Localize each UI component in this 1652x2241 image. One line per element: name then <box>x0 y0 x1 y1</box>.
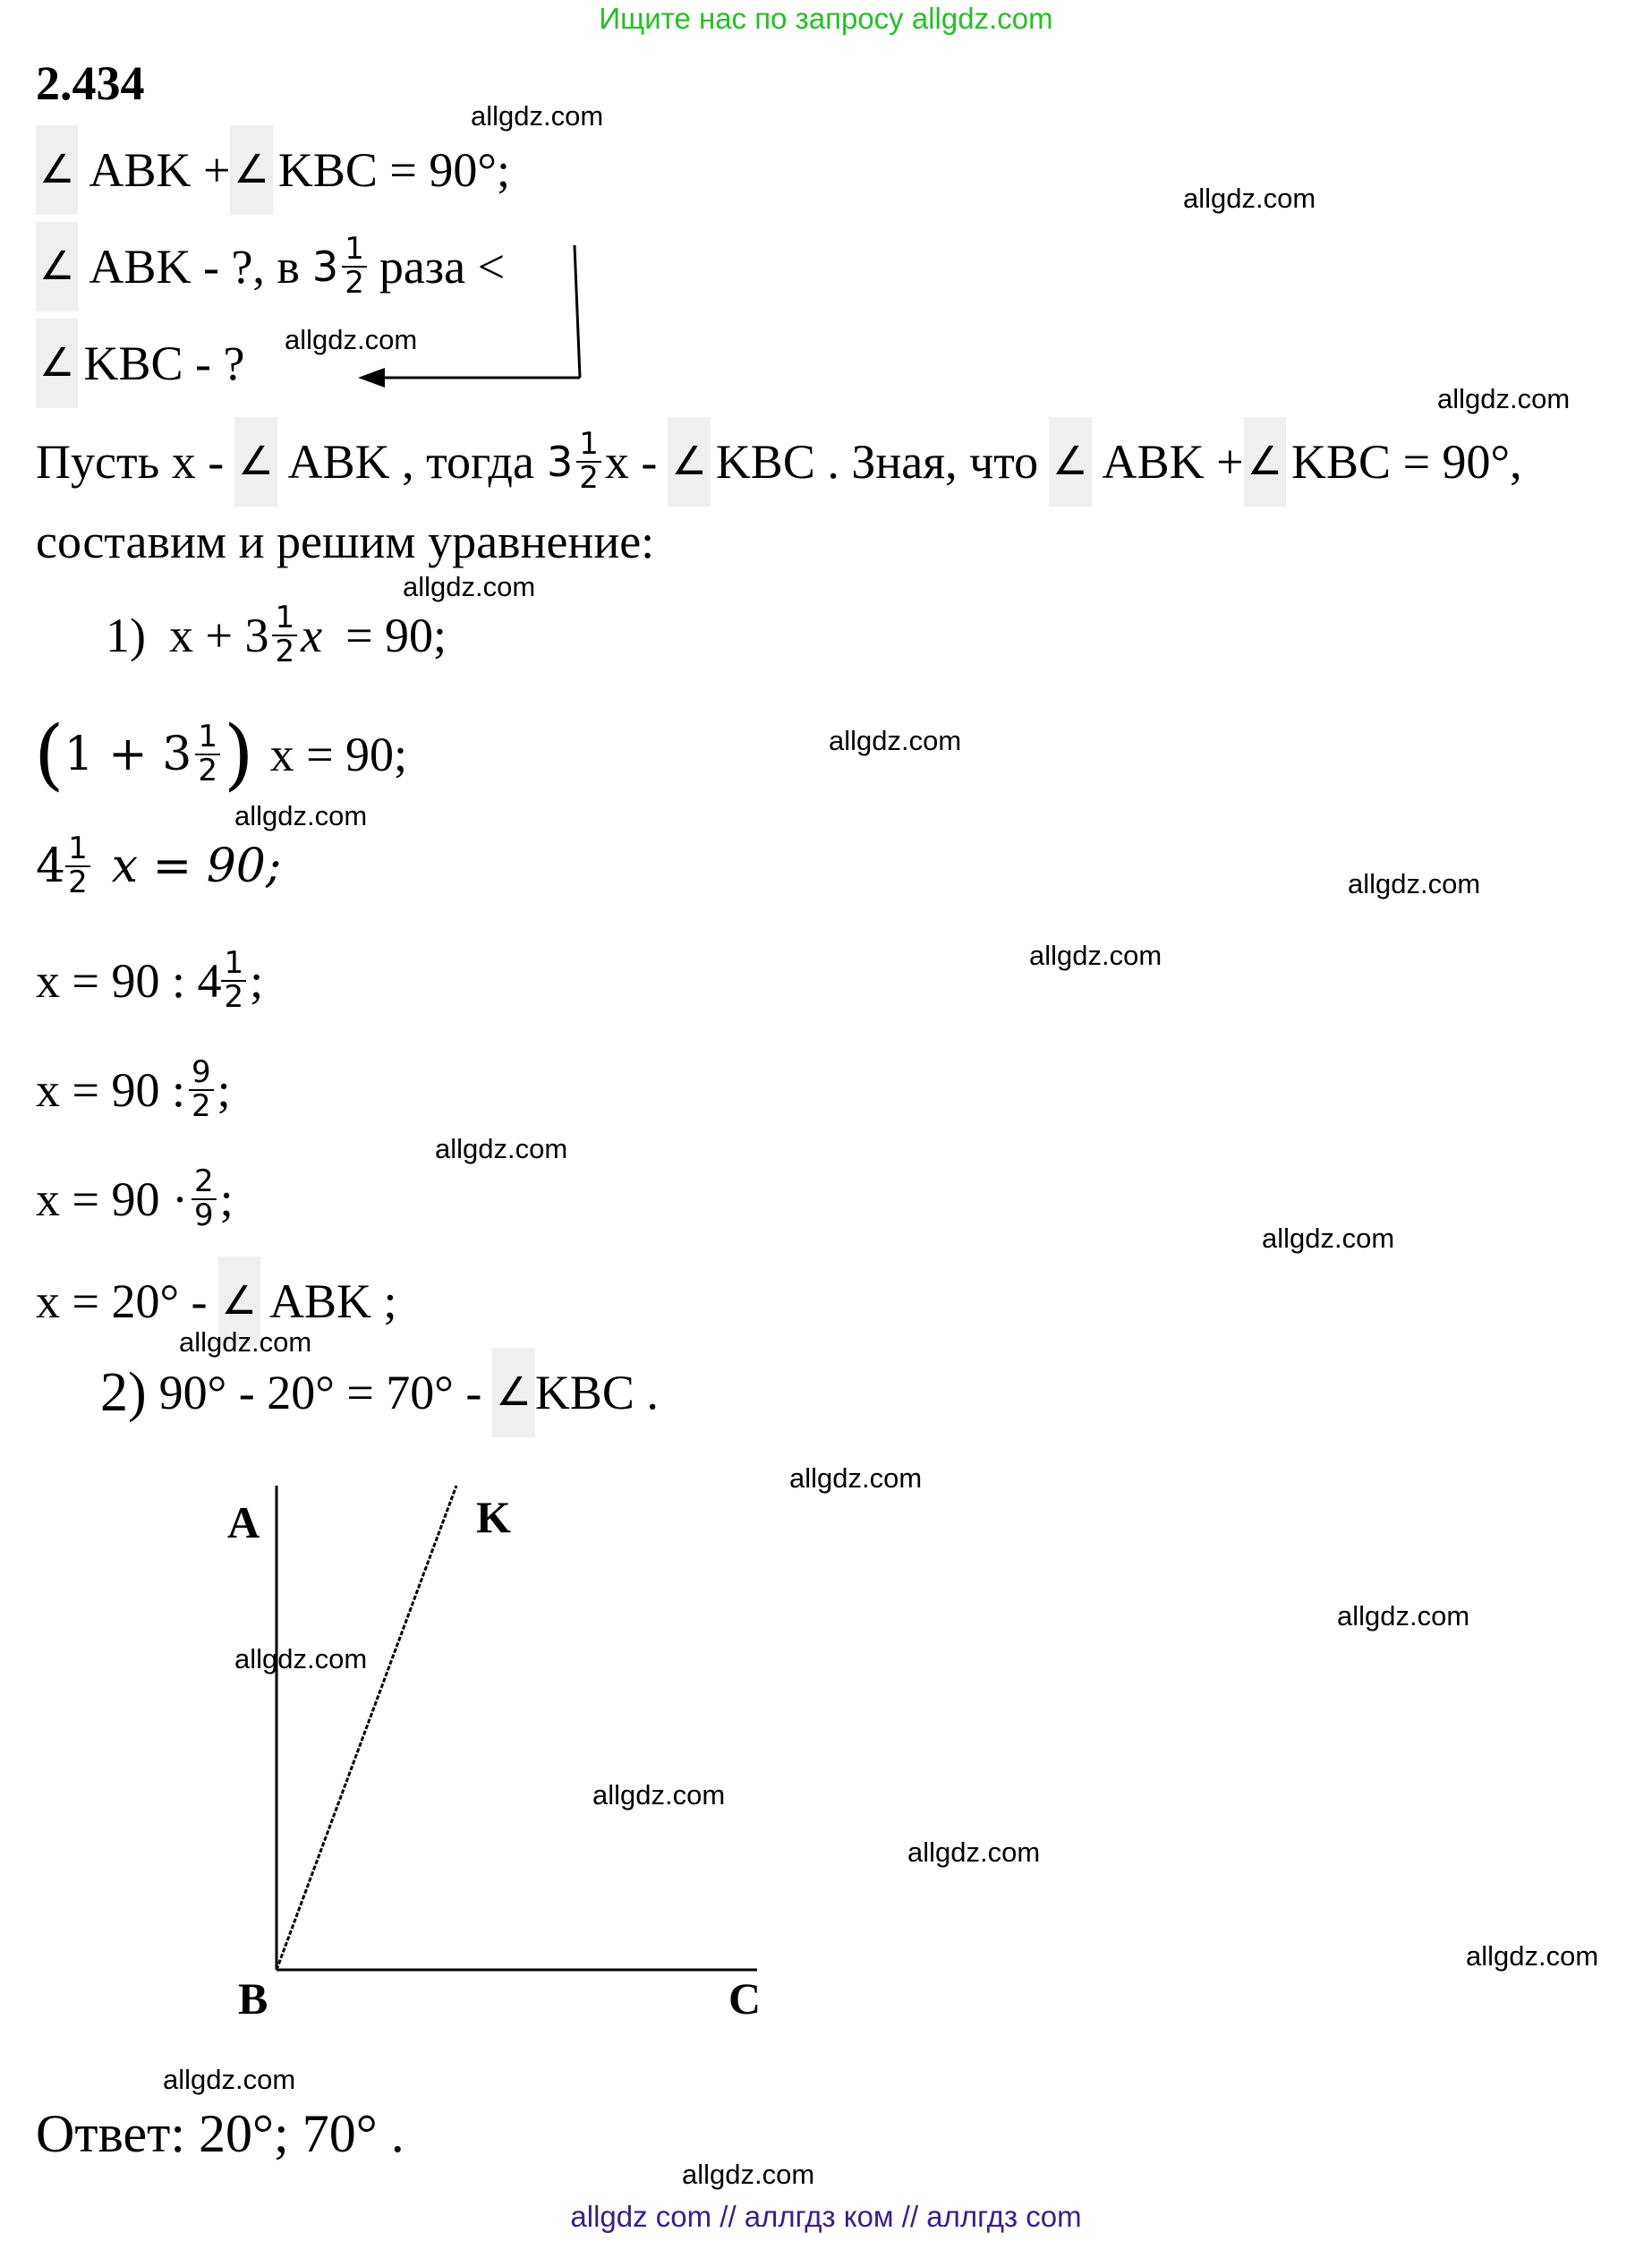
let-line-2: составим и решим уравнение: <box>36 515 655 568</box>
watermark: allgdz.com <box>285 324 418 355</box>
watermark: allgdz.com <box>234 1643 368 1674</box>
angle-icon: ∠ <box>1049 417 1091 507</box>
answer: Ответ: 20°; 70° . <box>36 2104 404 2163</box>
let-whole: 3 <box>546 438 574 486</box>
watermark: allgdz.com <box>907 1836 1041 1868</box>
watermark: allgdz.com <box>1437 383 1571 414</box>
watermark: allgdz.com <box>1337 1600 1470 1632</box>
let-part6: KBC = 90°, <box>1291 435 1522 489</box>
watermark: allgdz.com <box>1183 183 1316 214</box>
given-line2-a: ABK - ?, в <box>89 240 300 294</box>
step-1-label: 1) <box>106 609 146 662</box>
given-line-1 <box>36 125 510 215</box>
watermark: allgdz.com <box>1029 940 1162 971</box>
watermark: allgdz.com <box>403 571 536 602</box>
angle-icon: ∠ <box>234 417 277 507</box>
label-k: K <box>476 1492 511 1542</box>
let-part4: KBC . Зная, что <box>715 435 1039 489</box>
given-line3: KBC - ? <box>83 337 245 390</box>
angle-icon: ∠ <box>36 319 78 408</box>
equation-8: 2) 90° - 20° = 70° - ∠ KBC . <box>100 1348 659 1437</box>
bottom-links[interactable]: allgdz com // аллгдз ком // аллгдз com <box>570 2200 1082 2233</box>
equation-5: x = 90 : $\frac{9}{2}$ ; <box>36 1054 231 1124</box>
angle-icon: ∠ <box>492 1348 534 1437</box>
ray-bk <box>277 1486 456 1970</box>
angle-icon: ∠ <box>36 125 78 215</box>
equation-4: x = 90 : 4 $\frac{1}{2}$ ; <box>36 945 264 1015</box>
watermark: allgdz.com <box>682 2159 815 2190</box>
angle-icon: ∠ <box>1244 417 1286 507</box>
angle-icon: ∠ <box>218 1257 260 1346</box>
watermark: allgdz.com <box>829 725 962 756</box>
equation-6: x = 90 · $\frac{2}{9}$ ; <box>36 1163 234 1233</box>
angle-icon: ∠ <box>230 125 272 215</box>
watermark: allgdz.com <box>592 1779 726 1811</box>
label-c: C <box>728 1973 762 2024</box>
watermark: allgdz.com <box>163 2064 296 2095</box>
watermark: allgdz.com <box>789 1462 923 1494</box>
label-a: A <box>227 1497 260 1547</box>
given-ratio-whole: 3 <box>311 243 339 291</box>
let-part2: ABK , тогда <box>287 435 534 489</box>
label-b: B <box>238 1973 268 2024</box>
relation-arrow-icon <box>349 242 591 394</box>
angle-diagram <box>206 1468 788 2041</box>
watermark: allgdz.com <box>1466 1940 1599 1972</box>
watermark: allgdz.com <box>471 100 604 132</box>
given-ratio-fraction: $\frac{1}{2}$ <box>342 234 367 299</box>
let-part1: Пусть х - <box>36 435 225 489</box>
given-line-3 <box>36 319 244 408</box>
equation-1: 1) x + 3 $\frac{1}{2}$ x = 90; <box>106 600 447 669</box>
let-line <box>36 417 1522 507</box>
equation-7: x = 20° - ∠ ABK ; <box>36 1257 397 1346</box>
given-line1-a: ABK + <box>89 143 231 197</box>
equation-2: ( 1 + 3 $\frac{1}{2}$ ) x = 90; <box>34 710 408 799</box>
angle-icon: ∠ <box>36 222 78 311</box>
watermark: allgdz.com <box>179 1326 312 1358</box>
watermark: allgdz.com <box>1262 1223 1395 1254</box>
let-part3: х - <box>604 435 658 489</box>
equation-3: 4 $\frac{1}{2}$ x = 90; <box>36 831 282 900</box>
let-part5: ABK + <box>1102 435 1244 489</box>
step-2-label: 2) <box>100 1361 147 1423</box>
top-banner: Ищите нас по запросу allgdz.com <box>599 2 1053 35</box>
given-line2-b: раза < <box>379 240 506 294</box>
given-line1-b: KBC = 90°; <box>277 143 510 197</box>
let-fraction: $\frac{1}{2}$ <box>576 429 601 494</box>
problem-number: 2.434 <box>36 56 145 110</box>
watermark: allgdz.com <box>435 1133 568 1164</box>
watermark: allgdz.com <box>234 800 368 831</box>
angle-icon: ∠ <box>668 417 710 507</box>
watermark: allgdz.com <box>1348 868 1481 899</box>
